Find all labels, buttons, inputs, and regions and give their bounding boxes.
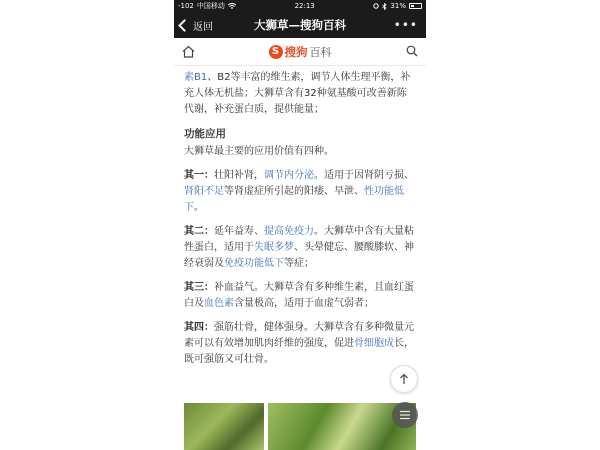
plant-photo[interactable] (184, 403, 264, 450)
item-2 (184, 224, 416, 272)
site-header (174, 38, 426, 66)
link-bone-cell[interactable]: 骨细胞成 (354, 338, 394, 349)
status-left (178, 1, 236, 11)
arrow-up-icon (399, 373, 409, 385)
item-2-label: 其二： (184, 226, 214, 237)
back-to-top-button[interactable] (390, 365, 418, 393)
item-2-text: 延年益寿、 (214, 226, 264, 237)
item-3-text: 含量极高，适用于血虚气弱者； (234, 298, 374, 309)
article-content (174, 66, 426, 368)
item-4 (184, 320, 416, 368)
item-1-text: 等肾虚症所引起的阳痿、早泄、 (224, 186, 364, 197)
link-kidney-yang[interactable]: 肾阳不足 (184, 186, 224, 197)
item-4-text: 长，既可强筋又可壮骨。 (184, 338, 414, 365)
nav-bar (174, 12, 426, 38)
back-label: 返回 (193, 21, 213, 33)
item-4-label: 其四： (184, 322, 214, 333)
section-lead: 大狮草最主要的应用价值有四种。 (184, 146, 334, 157)
home-icon[interactable] (182, 45, 195, 58)
link-hemoglobin[interactable]: 血色素 (204, 298, 234, 309)
link-immunity[interactable]: 提高免疫力 (264, 226, 314, 237)
battery-icon (409, 3, 422, 9)
item-1-text: 。适用于因肾阴亏损、 (314, 170, 414, 181)
status-bar (174, 0, 426, 12)
page-title: 大狮草—搜狗百科 (254, 18, 346, 32)
item-2-text: 等症； (284, 258, 314, 269)
battery-percent: 31% (390, 2, 406, 10)
link-endocrine[interactable]: 调节内分泌 (264, 170, 314, 181)
location-icon (373, 3, 379, 9)
link-immune-function[interactable]: 免疫功能低下 (224, 258, 284, 269)
logo-suffix: 百科 (309, 45, 332, 59)
item-3-label: 其三： (184, 282, 214, 293)
search-icon[interactable] (406, 45, 418, 57)
intro-paragraph (184, 70, 416, 118)
bluetooth-icon (382, 3, 387, 10)
link-insomnia[interactable]: 失眠多梦 (254, 242, 294, 253)
item-1-text: 。 (194, 202, 204, 213)
carrier-name: 中国移动 (196, 2, 225, 10)
status-right (373, 2, 422, 10)
item-1-label: 其一： (184, 170, 214, 181)
list-icon (399, 410, 411, 420)
chevron-left-icon (178, 19, 191, 32)
item-1-text: 壮阳补肾， (214, 170, 264, 181)
link-vitamin-b1[interactable]: 素B1 (184, 72, 208, 83)
back-button[interactable] (180, 12, 213, 38)
section-heading: 功能应用 (184, 128, 226, 140)
item-1 (184, 168, 416, 216)
catalog-menu-button[interactable] (392, 402, 418, 428)
signal-strength: -102 (178, 2, 194, 10)
item-2-text: 。大狮草中含有大量粘性蛋白，适用于 (184, 226, 414, 253)
item-3-text: 补血益气。大狮草含有多种维生素，且血红蛋白及 (184, 282, 414, 309)
sogou-baike-logo[interactable] (269, 44, 332, 60)
item-4-text: 强筋壮骨，健体强身。大狮草含有多种微量元素可以有效增加肌肉纤维的强度，促进 (184, 322, 414, 349)
logo-mark: S (269, 45, 283, 59)
intro-text: 、B2等丰富的维生素，调节人体生理平衡，补充人体无机盐；大狮草含有32种氨基酸可改善新陈代谢，补充蛋白质，提供能量； (184, 72, 411, 115)
status-time: 22:13 (294, 2, 315, 10)
image-gallery (184, 403, 416, 450)
item-2-text: 、头晕健忘、腰酸膝软、神经衰弱及 (184, 242, 414, 269)
logo-brand: 搜狗 (284, 44, 308, 59)
link-sexual-function[interactable]: 性功能低下 (184, 186, 404, 213)
phone-screen (174, 0, 426, 450)
more-menu-button[interactable]: ••• (393, 18, 418, 32)
wifi-icon (228, 3, 236, 9)
item-3 (184, 280, 416, 312)
